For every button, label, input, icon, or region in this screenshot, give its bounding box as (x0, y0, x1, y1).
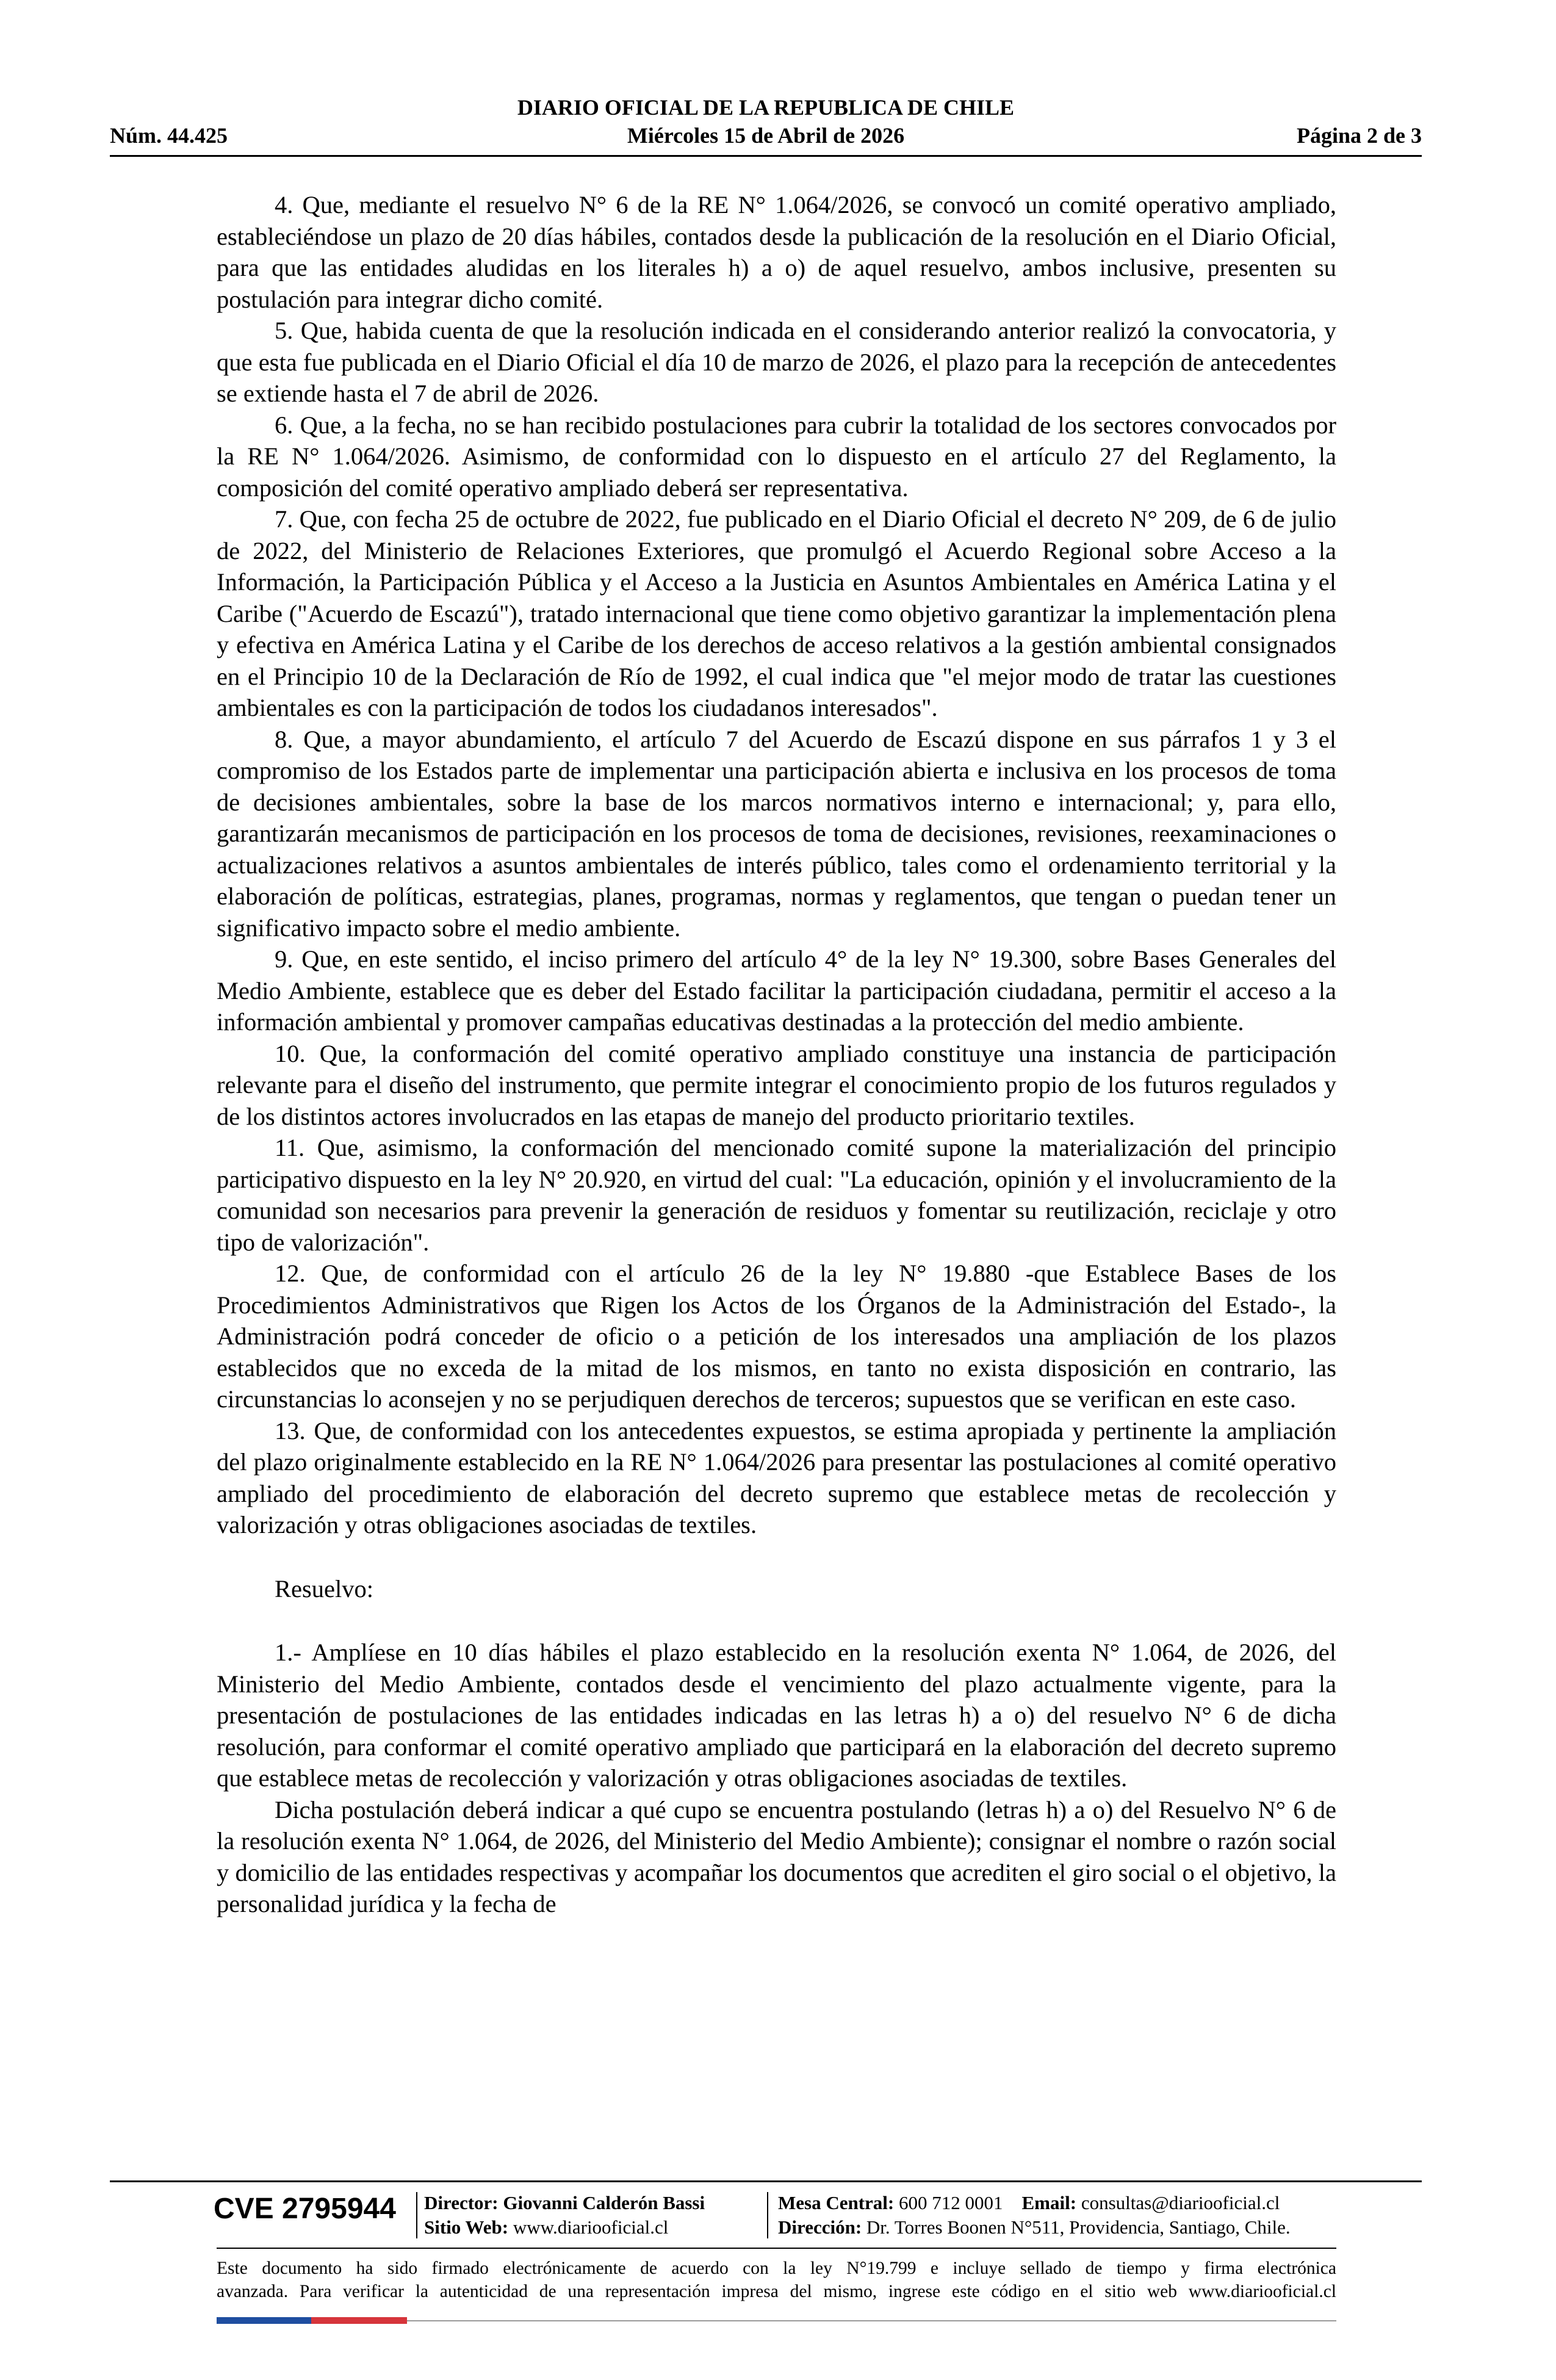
flag-red-segment (311, 2317, 407, 2324)
cve-code: CVE 2795944 (214, 2193, 396, 2225)
footer-separator (767, 2192, 768, 2238)
resolution-1: 1.- Amplíese en 10 días hábiles el plazo establecido en la resolución exenta N° 1.064, de 2026, del Ministerio del Medio Ambiente, contados desde el vencimiento del plazo actualmente vigente, para la presentación de postulaciones de las entidades indicadas en las letras h) a o) del resuelvo N° 6 de dicha resolución, para conformar el comité operativo ampliado que participará en la elaboración del decreto supremo que establece metas de recolección y valorización y otras obligaciones asociadas de textiles. (217, 1639, 1336, 1792)
header-divider (110, 155, 1422, 157)
resolution-1-continued: Dicha postulación deberá indicar a qué cupo se encuentra postulando (letras h) a o) del Resuelvo N° 6 de la resolución exenta N° 1.064, de 2026, del Ministerio del Medio Ambiente); consignar el nombre o razón social y domicilio de las entidades respectivas y acompañar los documentos que acrediten el giro social o el objetivo, la personalidad jurídica y la fecha de (217, 1795, 1336, 1917)
paragraph-12: 12. Que, de conformidad con el artículo 26 de la ley N° 19.880 -que Establece Bases de los Procedimientos Administrativos que Rigen los Actos de los Órganos de la Administración del Estado-, la Administración podrá conceder de oficio o a petición de los interesados una ampliación de los plazos establecidos que no exceda de la mitad de los mismos, en tanto no exista disposición en contrario, las circunstancias lo aconsejen y no se perjudiquen derechos de terceros; supuestos que se verifican en este caso. (217, 1260, 1336, 1413)
newspaper-title: DIARIO OFICIAL DE LA REPUBLICA DE CHILE (517, 95, 1015, 120)
footer-divider (110, 2180, 1422, 2182)
footer-director-block (424, 2191, 705, 2240)
paragraph-9: 9. Que, en este sentido, el inciso primero del artículo 4° de la ley N° 19.300, sobre Bases Generales del Medio Ambiente, establece que es deber del Estado facilitar la participación ciudadana, permitir el acceso a la información ambiental y promover campañas educativas destinadas a la protección del medio ambiente. (217, 945, 1336, 1036)
email-label: Email: (1021, 2192, 1077, 2213)
issue-date: Miércoles 15 de Abril de 2026 (627, 123, 905, 148)
page-header (110, 95, 1422, 156)
footer-contact-block (778, 2191, 1291, 2240)
email-link[interactable]: consultas@diariooficial.cl (1081, 2192, 1280, 2213)
phone-value: 600 712 0001 (899, 2192, 1003, 2213)
director-label: Director: (424, 2192, 499, 2213)
signature-notice-line-1: Este documento ha sido firmado electrónicamente de acuerdo con la ley N°19.799 e incluye sellado de tiempo y firma electrónica (217, 2259, 1336, 2278)
issue-number: Núm. 44.425 (110, 123, 228, 148)
footer-separator (416, 2192, 417, 2238)
page-number: Página 2 de 3 (1296, 123, 1422, 148)
document-body (217, 189, 1336, 1920)
director-name: Giovanni Calderón Bassi (503, 2192, 705, 2213)
paragraph-10: 10. Que, la conformación del comité operativo ampliado constituye una instancia de participación relevante para el diseño del instrumento, que permite integrar el conocimiento propio de los futuros regulados y de los distintos actores involucrados en las etapas de manejo del producto prioritario textiles. (217, 1039, 1336, 1130)
flag-blue-segment (217, 2317, 311, 2324)
paragraph-8: 8. Que, a mayor abundamiento, el artículo 7 del Acuerdo de Escazú dispone en sus párrafos 1 y 3 el compromiso de los Estados parte de implementar una participación abierta e inclusiva en los procesos de toma de decisiones ambientales, sobre la base de los marcos normativos interno e internacional; y, para ello, garantizarán mecanismos de participación en los procesos de toma de decisiones, revisiones, reexaminaciones o actualizaciones relativos a asuntos ambientales de interés público, tales como el ordenamiento territorial y la elaboración de políticas, estrategias, planes, programas, normas y reglamentos, que tengan o puedan tener un significativo impacto sobre el medio ambiente. (217, 725, 1336, 942)
paragraph-5: 5. Que, habida cuenta de que la resolución indicada en el considerando anterior realizó la convocatoria, y que esta fue publicada en el Diario Oficial el día 10 de marzo de 2026, el plazo para la recepción de antecedentes se extiende hasta el 7 de abril de 2026. (217, 317, 1336, 407)
address-value: Dr. Torres Boonen N°511, Providencia, Santiago, Chile. (866, 2216, 1291, 2238)
paragraph-13: 13. Que, de conformidad con los antecedentes expuestos, se estima apropiada y pertinente la ampliación del plazo originalmente establecido en la RE N° 1.064/2026 para presentar las postulaciones al comité operativo ampliado del procedimiento de elaboración del decreto supremo que establece metas de recolección y valorización y otras obligaciones asociadas de textiles. (217, 1416, 1336, 1538)
website-label: Sitio Web: (424, 2216, 509, 2238)
paragraph-4: 4. Que, mediante el resuelvo N° 6 de la RE N° 1.064/2026, se convocó un comité operativo ampliado, estableciéndose un plazo de 20 días hábiles, contados desde la publicación de la resolución en el Diario Oficial, para que las entidades aludidas en los literales h) a o) de aquel resuelvo, ambos inclusive, presenten su postulación para integrar dicho comité. (217, 191, 1336, 313)
signature-notice-line-2: avanzada. Para verificar la autenticidad de una representación impresa del mismo, ingrese este código en el sitio web www.diariooficial.cl (217, 2282, 1336, 2301)
phone-label: Mesa Central: (778, 2192, 895, 2213)
footer-bottom-line (407, 2320, 1336, 2321)
footer-note-divider (217, 2248, 1336, 2249)
paragraph-11: 11. Que, asimismo, la conformación del mencionado comité supone la materialización del principio participativo dispuesto en la ley N° 20.920, en virtud del cual: "La educación, opinión y el involucramiento de la comunidad son necesarios para prevenir la generación de residuos y fomentar su reutilización, reciclaje y otro tipo de valorización". (217, 1134, 1336, 1256)
website-link[interactable]: www.diariooficial.cl (513, 2216, 669, 2238)
signature-notice (217, 2257, 1336, 2303)
paragraph-6: 6. Que, a la fecha, no se han recibido postulaciones para cubrir la totalidad de los sectores convocados por la RE N° 1.064/2026. Asimismo, de conformidad con lo dispuesto en el artículo 27 del Reglamento, la composición del comité operativo ampliado deberá ser representativa. (217, 411, 1336, 502)
flag-stripe (217, 2317, 407, 2324)
paragraph-7: 7. Que, con fecha 25 de octubre de 2022, fue publicado en el Diario Oficial el decreto N° 209, de 6 de julio de 2022, del Ministerio de Relaciones Exteriores, que promulgó el Acuerdo Regional sobre Acceso a la Información, la Participación Pública y el Acceso a la Justicia en Asuntos Ambientales en América Latina y el Caribe ("Acuerdo de Escazú"), tratado internacional que tiene como objetivo garantizar la implementación plena y efectiva en América Latina y el Caribe de los derechos de acceso relativos a la gestión ambiental consignados en el Principio 10 de la Declaración de Río de 1992, el cual indica que "el mejor modo de tratar las cuestiones ambientales es con la participación de todos los ciudadanos interesados". (217, 505, 1336, 721)
resuelvo-heading: Resuelvo: (275, 1574, 373, 1603)
address-label: Dirección: (778, 2216, 862, 2238)
